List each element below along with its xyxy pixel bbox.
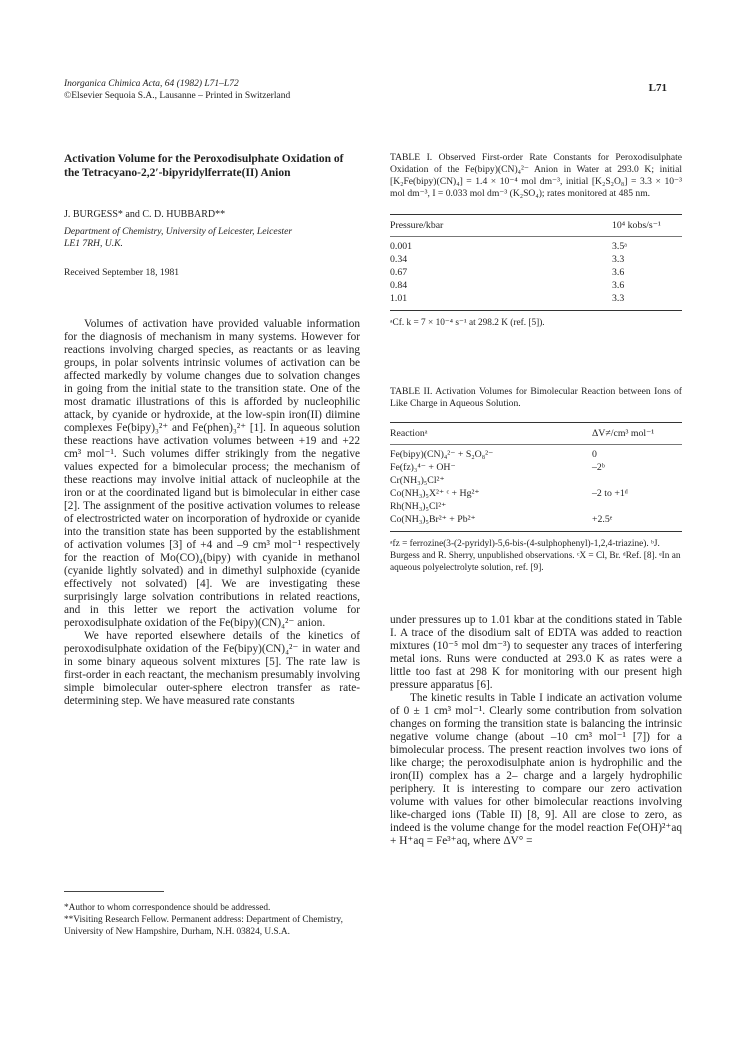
paragraph-4: The kinetic results in Table I indicate an activation volume of 0 ± 1 cm³ mol⁻¹. Clearly some contribution from solvation changes on forming the transition state is balancing the intrinsic negative volume change (about –10 cm³ mol⁻¹ [7]) for a bimolecular process. The present reaction involves two ions of like charge; the peroxodisulphate anion is hydrophilic and the iron(II) complex has a 2– charge and a largely hydrophilic periphery. It is interesting to compare our zero activation volume with values for other bimolecular reactions involving like-charged ions (Table II) [8, 9]. All are close to zero, as indeed is the volume change for the model reaction Fe(OH)²⁺aq + H⁺aq = Fe³⁺aq, where ΔV° = — [390, 692, 682, 847]
table-cell: 3.6 — [612, 267, 625, 278]
table-1-footnote: ᵃCf. k = 7 × 10⁻⁴ s⁻¹ at 298.2 K (ref. [5]). — [390, 318, 545, 328]
table-cell: 1.01 — [390, 293, 408, 304]
table-header-row — [390, 215, 682, 237]
table-cell: 3.3 — [612, 293, 625, 304]
table-cell — [592, 474, 682, 487]
table-cell — [592, 500, 682, 513]
table-row — [390, 445, 682, 462]
table-1-caption: TABLE I. Observed First-order Rate Constants for Peroxodisulphate Oxidation of the Fe(bipy)(CN)₄²⁻ Anion in Water at 293.0 K; initial [K₂Fe(bipy)(CN)₄] = 1.4 × 10⁻⁴ mol dm⁻³, initial [K₂S₂O₈] = 3.3 × 10⁻³ mol dm⁻³, I = 0.033 mol dm⁻³ (K₂SO₄); rates monitored at 485 nm. — [390, 152, 682, 199]
table-row — [390, 513, 682, 532]
table-cell: 0 — [592, 449, 597, 460]
paragraph-3: under pressures up to 1.01 kbar at the conditions stated in Table I. A trace of the disodium salt of EDTA was added to reaction mixtures (10⁻⁵ mol dm⁻³) to sequester any traces of interfering metal ions. Runs were conducted at 293.0 K as rates were a little too fast at 298 K for monitoring with our present high pressure apparatus [6]. — [390, 614, 682, 691]
table-row — [390, 237, 682, 254]
table-cell: Rh(NH₃)₅Cl²⁺ — [390, 501, 447, 512]
table-cell: 3.3 — [612, 254, 625, 265]
table-cell: 0.84 — [390, 280, 408, 291]
affiliation — [64, 226, 360, 250]
table-header-cell: Reactionᵃ — [390, 428, 428, 439]
table-cell: Co(NH₃)₅Br²⁺ + Pb²⁺ — [390, 514, 476, 525]
authors: J. BURGESS* and C. D. HUBBARD** — [64, 209, 226, 220]
table-row — [390, 487, 682, 500]
table-2 — [390, 422, 682, 534]
footnote-divider — [64, 891, 164, 892]
table-header-cell: Pressure/kbar — [390, 220, 444, 231]
table-row — [390, 292, 682, 311]
table-bottom-rule — [390, 311, 682, 314]
table-header-cell: ΔV≠/cm³ mol⁻¹ — [592, 428, 655, 439]
page-number: L71 — [648, 82, 667, 94]
table-row — [390, 474, 682, 487]
footnotes — [64, 902, 360, 938]
paragraph-1: Volumes of activation have provided valuable information for the diagnosis of mechanism in many systems. However for reactions involving charged species, as reactants or as leaving groups, in polar solvents intrinsic volumes of activation can be affected markedly by volume changes due to solvation changes in going from the initial state to the transition state. One of the most dramatic illustrations of this is afforded by nucleophilic attack, by cyanide or hydroxide, at the low-spin iron(II) diimine complexes Fe(bipy)₃²⁺ and Fe(phen)₃²⁺ [1]. In aqueous solution these reactions have activation volumes between +19 and +22 cm³ mol⁻¹. Such volumes differ strikingly from the negative values expected for a bimolecular process; the mechanism of these reactions may involve initial attack of nucleophile at the iron or at the coordinated ligand but is bimolecular in either case [2]. The assignment of the positive activation volumes to release of electrostricted water on incorporation of hydroxide or cyanide into the transition state has been supported by the establishment of activation volumes [3] of +4 and –9 cm³ mol⁻¹ respectively for the reaction of Mo(CO)₄(bipy) with cyanide in methanol (cyanide lightly solvated) and in dimethyl sulphoxide (cyanide effectively not solvated) [4]. We are investigating these surprisingly large solvation contributions in related reactions, and in this letter we report the activation volume for peroxodisulphate oxidation of the Fe(bipy)(CN)₄²⁻ anion. — [64, 318, 360, 629]
table-2-footnote: ᵃfz = ferrozine(3-(2-pyridyl)-5,6-bis-(4-sulphophenyl)-1,2,4-triazine). ᵇJ. Burgess and R. Sherry, unpublished observations. ᶜX = Cl, Br. ᵈRef. [8]. ᵉIn an aqueous polyelectrolyte solution, ref. [9]. — [390, 539, 681, 573]
table-cell: 0.67 — [390, 267, 408, 278]
affiliation-line-1: Department of Chemistry, University of Leicester, Leicester — [64, 226, 293, 237]
table-row — [390, 279, 682, 292]
table-header-cell: 10⁴ kobs/s⁻¹ — [612, 220, 661, 231]
publisher-line: ©Elsevier Sequoia S.A., Lausanne – Printed in Switzerland — [64, 91, 291, 101]
table-cell: Co(NH₃)₅X²⁺ ᶜ + Hg²⁺ — [390, 488, 480, 499]
table-bottom-rule — [390, 532, 682, 535]
table-cell: 0.001 — [390, 241, 413, 252]
table-cell: 3.5ᵃ — [612, 241, 627, 252]
table-2-caption: TABLE II. Activation Volumes for Bimolecular Reaction between Ions of Like Charge in Aqueous Solution. — [390, 386, 682, 409]
footnote-visiting: **Visiting Research Fellow. Permanent address: Department of Chemistry, University of New Hampshire, Durham, N.H. 03824, U.S.A. — [64, 915, 343, 937]
table-row — [390, 253, 682, 266]
table-row — [390, 500, 682, 513]
table-2-block — [390, 386, 682, 574]
affiliation-line-2: LE1 7RH, U.K. — [64, 238, 123, 249]
table-cell: –2ᵇ — [592, 462, 605, 473]
table-cell: Fe(fz)₃⁴⁻ + OH⁻ — [390, 462, 456, 473]
table-cell: Cr(NH₃)₅Cl²⁺ — [390, 475, 445, 486]
left-body-text — [64, 318, 360, 708]
table-cell: Fe(bipy)(CN)₄²⁻ + S₂O₈²⁻ — [390, 449, 494, 460]
paragraph-2: We have reported elsewhere details of the kinetics of peroxodisulphate oxidation of the Fe(bipy)(CN)₄²⁻ in water and in some binary aqueous solvent mixtures [5]. The rate law is first-order in each reactant, the mechanism presumably involving simple bimolecular outer-sphere electron transfer as rate-determining step. We have measured rate constants — [64, 630, 360, 707]
table-cell: –2 to +1ᵈ — [592, 488, 628, 499]
table-cell: +2.5ᵉ — [592, 514, 613, 525]
article-title: Activation Volume for the Peroxodisulphate Oxidation of the Tetracyano-2,2′-bipyridylferrate(II) Anion — [64, 153, 344, 179]
table-1-block — [390, 152, 682, 329]
table-row — [390, 266, 682, 279]
table-cell: 3.6 — [612, 280, 625, 291]
table-row — [390, 461, 682, 474]
journal-header — [64, 78, 290, 102]
right-body-text — [390, 614, 682, 848]
footnote-corresponding: *Author to whom correspondence should be addressed. — [64, 903, 271, 913]
table-1 — [390, 214, 682, 313]
table-header-row — [390, 423, 682, 445]
received-date: Received September 18, 1981 — [64, 267, 180, 278]
table-cell: 0.34 — [390, 254, 408, 265]
journal-citation: Inorganica Chimica Acta, 64 (1982) L71–L72 — [64, 79, 239, 89]
